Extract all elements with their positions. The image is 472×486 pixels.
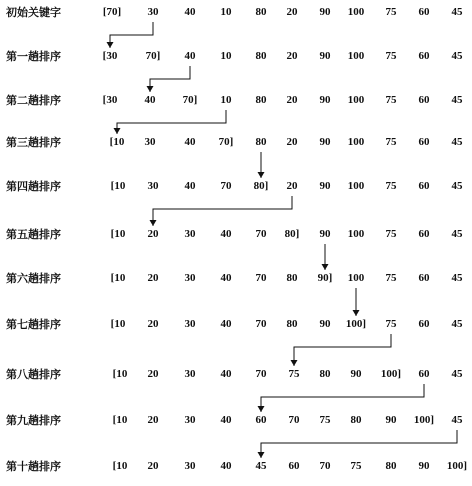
key-value: 75 — [350, 460, 362, 472]
key-value: 45 — [451, 180, 463, 192]
key-value: 20 — [286, 136, 298, 148]
insert-arrow — [261, 430, 457, 458]
key-value: 30 — [184, 228, 196, 240]
key-value: 60 — [418, 180, 430, 192]
key-value: [30 — [102, 50, 118, 62]
key-value: 100 — [347, 228, 365, 240]
key-value: 100 — [347, 94, 365, 106]
arrow-head — [291, 360, 298, 366]
key-value: 70] — [218, 136, 234, 148]
key-value: 90 — [319, 50, 331, 62]
key-value: 20 — [147, 414, 159, 426]
key-value: 30 — [184, 318, 196, 330]
key-value: 40 — [220, 414, 232, 426]
key-value: 45 — [451, 414, 463, 426]
key-value: [70] — [102, 6, 122, 18]
key-value: 90 — [385, 414, 397, 426]
key-value: 100] — [446, 460, 468, 472]
key-value: 75 — [385, 94, 397, 106]
key-value: 100] — [345, 318, 367, 330]
key-value: 10 — [220, 6, 232, 18]
pass-label: 第七趟排序 — [6, 318, 61, 331]
insert-arrow — [261, 384, 424, 412]
key-value: 60 — [418, 368, 430, 380]
key-value: [10 — [109, 136, 125, 148]
key-value: 30 — [184, 368, 196, 380]
key-value: 90 — [319, 180, 331, 192]
key-value: 75 — [385, 272, 397, 284]
key-value: 90 — [418, 460, 430, 472]
key-value: 40 — [184, 180, 196, 192]
key-value: 80 — [385, 460, 397, 472]
key-value: 40 — [184, 136, 196, 148]
key-value: 45 — [451, 94, 463, 106]
key-value: [30 — [102, 94, 118, 106]
key-value: 40 — [220, 228, 232, 240]
key-value: [10 — [112, 460, 128, 472]
key-value: 20 — [147, 460, 159, 472]
key-value: 100 — [347, 50, 365, 62]
key-value: 70 — [255, 228, 267, 240]
key-value: 75 — [385, 6, 397, 18]
key-value: 45 — [255, 460, 267, 472]
key-value: 20 — [286, 6, 298, 18]
pass-label: 第十趟排序 — [6, 460, 61, 473]
key-value: 80 — [255, 6, 267, 18]
key-value: 100 — [347, 6, 365, 18]
key-value: [10 — [112, 414, 128, 426]
key-value: 20 — [286, 50, 298, 62]
key-value: 10 — [220, 94, 232, 106]
key-value: 100 — [347, 272, 365, 284]
key-value: 45 — [451, 228, 463, 240]
key-value: 80 — [286, 272, 298, 284]
key-value: 40 — [144, 94, 156, 106]
key-value: [10 — [110, 318, 126, 330]
key-value: 20 — [147, 318, 159, 330]
pass-label: 第六趟排序 — [6, 272, 61, 285]
key-value: 20 — [286, 94, 298, 106]
key-value: [10 — [110, 228, 126, 240]
arrow-head — [147, 86, 154, 92]
key-value: 30 — [147, 180, 159, 192]
arrow-head — [353, 310, 360, 316]
key-value: 45 — [451, 318, 463, 330]
key-value: 100] — [380, 368, 402, 380]
key-value: 40 — [220, 368, 232, 380]
key-value: 75 — [385, 50, 397, 62]
pass-label: 初始关键字 — [6, 6, 61, 19]
key-value: 60 — [418, 318, 430, 330]
key-value: 80 — [350, 414, 362, 426]
key-value: 70] — [182, 94, 198, 106]
key-value: 40 — [184, 50, 196, 62]
key-value: 75 — [385, 136, 397, 148]
arrow-head — [114, 128, 121, 134]
key-value: 10 — [220, 50, 232, 62]
key-value: 90 — [319, 228, 331, 240]
key-value: 80] — [253, 180, 269, 192]
key-value: 70 — [288, 414, 300, 426]
key-value: 75 — [385, 318, 397, 330]
key-value: 20 — [147, 272, 159, 284]
key-value: 30 — [147, 6, 159, 18]
key-value: 45 — [451, 6, 463, 18]
key-value: 90 — [319, 6, 331, 18]
key-value: 30 — [184, 272, 196, 284]
key-value: 60 — [418, 50, 430, 62]
key-value: 75 — [385, 228, 397, 240]
key-value: 75 — [319, 414, 331, 426]
key-value: 70 — [255, 272, 267, 284]
key-value: 60 — [418, 6, 430, 18]
key-value: 80] — [284, 228, 300, 240]
key-value: 20 — [147, 228, 159, 240]
arrow-head — [258, 172, 265, 178]
key-value: 75 — [385, 180, 397, 192]
insert-arrow — [294, 334, 391, 366]
key-value: 70] — [145, 50, 161, 62]
key-value: 60 — [288, 460, 300, 472]
pass-label: 第四趟排序 — [6, 180, 61, 193]
key-value: [10 — [112, 368, 128, 380]
arrow-head — [322, 264, 329, 270]
pass-label: 第三趟排序 — [6, 136, 61, 149]
key-value: 80 — [255, 50, 267, 62]
key-value: 80 — [286, 318, 298, 330]
insert-arrow — [150, 66, 190, 92]
key-value: 20 — [147, 368, 159, 380]
key-value: [10 — [110, 272, 126, 284]
insert-arrow — [117, 110, 226, 134]
key-value: 80 — [319, 368, 331, 380]
key-value: 45 — [451, 50, 463, 62]
key-value: 60 — [418, 272, 430, 284]
arrow-head — [107, 42, 114, 48]
key-value: 70 — [319, 460, 331, 472]
key-value: 60 — [418, 228, 430, 240]
key-value: 70 — [255, 368, 267, 380]
key-value: 45 — [451, 136, 463, 148]
key-value: 80 — [255, 94, 267, 106]
key-value: 20 — [286, 180, 298, 192]
pass-label: 第九趟排序 — [6, 414, 61, 427]
key-value: 40 — [220, 460, 232, 472]
key-value: 45 — [451, 368, 463, 380]
key-value: [10 — [110, 180, 126, 192]
key-value: 40 — [220, 318, 232, 330]
arrow-head — [150, 220, 157, 226]
key-value: 40 — [220, 272, 232, 284]
arrow-head — [258, 452, 265, 458]
key-value: 90] — [317, 272, 333, 284]
pass-label: 第一趟排序 — [6, 50, 61, 63]
key-value: 90 — [319, 136, 331, 148]
arrow-head — [258, 406, 265, 412]
key-value: 30 — [184, 414, 196, 426]
key-value: 100 — [347, 180, 365, 192]
key-value: 40 — [184, 6, 196, 18]
key-value: 60 — [418, 136, 430, 148]
pass-label: 第五趟排序 — [6, 228, 61, 241]
insert-arrow — [110, 22, 153, 48]
key-value: 60 — [255, 414, 267, 426]
key-value: 80 — [255, 136, 267, 148]
key-value: 45 — [451, 272, 463, 284]
pass-label: 第八趟排序 — [6, 368, 61, 381]
key-value: 75 — [288, 368, 300, 380]
key-value: 70 — [220, 180, 232, 192]
key-value: 30 — [144, 136, 156, 148]
key-value: 60 — [418, 94, 430, 106]
key-value: 70 — [255, 318, 267, 330]
key-value: 90 — [350, 368, 362, 380]
key-value: 100] — [413, 414, 435, 426]
key-value: 30 — [184, 460, 196, 472]
key-value: 90 — [319, 94, 331, 106]
insert-arrow — [153, 196, 292, 226]
pass-label: 第二趟排序 — [6, 94, 61, 107]
key-value: 90 — [319, 318, 331, 330]
key-value: 100 — [347, 136, 365, 148]
